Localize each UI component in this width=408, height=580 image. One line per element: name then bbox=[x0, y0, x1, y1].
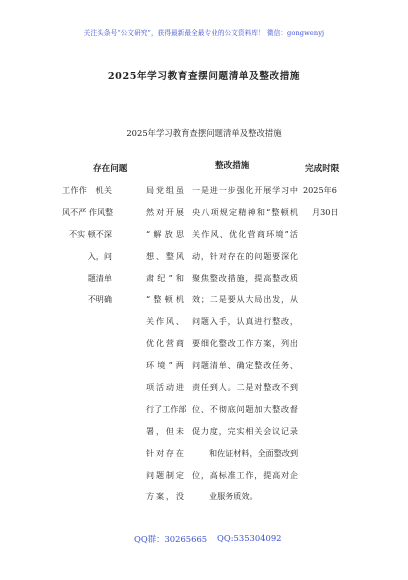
measure-line: 要细化整改工作方案，列出 bbox=[192, 338, 298, 349]
measure-line: 效；二是要从大局出发，从 bbox=[192, 294, 298, 305]
measure-line: 央八项规定精神和“整顿机 bbox=[192, 206, 298, 217]
problem-description-line: 行了工作部 bbox=[146, 403, 187, 414]
problem-description-line: 问题制定 bbox=[146, 469, 184, 480]
measure-line: 位，高标准工作，提高对企 bbox=[192, 469, 298, 480]
problem-description-line: “整顿机 bbox=[146, 294, 184, 305]
problem-category-column bbox=[62, 180, 112, 311]
problem-category-line: 题清单 bbox=[87, 272, 112, 283]
measure-line: 位、不彻底问题加大整改督 bbox=[192, 403, 298, 414]
document-title: 2025年学习教育查摆问题清单及整改措施 bbox=[107, 71, 301, 82]
deadline-line: 月30日 bbox=[312, 206, 339, 217]
measure-line: 一是进一步强化开展学习中 bbox=[192, 185, 298, 195]
footer-qq: QQ:535304092 bbox=[217, 533, 282, 543]
measure-line: 责任到人。二是对整改不到 bbox=[192, 382, 298, 393]
problem-category-line: 工作作 机关 bbox=[62, 185, 112, 195]
measure-line: 动，针对存在的问题要深化 bbox=[192, 250, 298, 261]
deadline-column bbox=[303, 180, 353, 224]
problem-description-line: 方案，没 bbox=[146, 491, 184, 502]
measure-line: 聚焦整改措施，提高整改质 bbox=[192, 272, 298, 283]
table-title: 2025年学习教育查摆问题清单及整改措施 bbox=[126, 128, 282, 138]
problem-description-line: 局党组虽 bbox=[146, 185, 184, 195]
problem-description-line: 署，但未 bbox=[146, 425, 184, 436]
measure-line: 问题入手，认真进行整改， bbox=[192, 316, 298, 327]
problem-description-line: 想、整风 bbox=[146, 250, 184, 261]
measure-line: 业服务质效。 bbox=[209, 491, 258, 502]
measure-line: 促力度，完实相关会议记录 bbox=[192, 425, 298, 436]
problem-description-line: 关作风、 bbox=[146, 316, 184, 327]
problem-description-line: 环境”两 bbox=[146, 360, 184, 371]
problem-description-column bbox=[146, 180, 187, 508]
promo-banner: 关注头条号“公文研究”，获得最新最全最专业的公文资料库！ 微信：gongwenyj bbox=[83, 29, 325, 37]
measures-column bbox=[192, 180, 298, 508]
deadline-line: 2025年6 bbox=[303, 185, 337, 195]
header-measures: 整改措施 bbox=[215, 161, 250, 171]
measure-line: 问题清单、确定整改任务、 bbox=[192, 360, 298, 371]
problem-category-line: 风不严 作风整 bbox=[62, 206, 114, 217]
footer-qq-group: QQ群：30265665 bbox=[134, 534, 208, 544]
problem-category-line: 不实 顿不深 bbox=[68, 228, 112, 239]
problem-category-line: 入，问 bbox=[87, 250, 112, 261]
problem-description-line: “解放思 bbox=[146, 228, 184, 239]
header-deadline: 完成时限 bbox=[305, 164, 340, 174]
problem-description-line: 针对存在 bbox=[146, 447, 184, 458]
problem-description-line: 肃纪”和 bbox=[146, 272, 184, 283]
problem-description-line: 优化营商 bbox=[146, 338, 184, 349]
problem-category-line: 不明确 bbox=[87, 294, 112, 305]
header-problem: 存在问题 bbox=[93, 164, 128, 174]
measure-line: 关作风、优化营商环境”活 bbox=[192, 228, 298, 239]
problem-description-line: 然对开展 bbox=[146, 206, 184, 217]
problem-description-line: 项活动进 bbox=[146, 382, 184, 393]
measure-line: 和佐证材料，全面整改到 bbox=[209, 447, 299, 458]
